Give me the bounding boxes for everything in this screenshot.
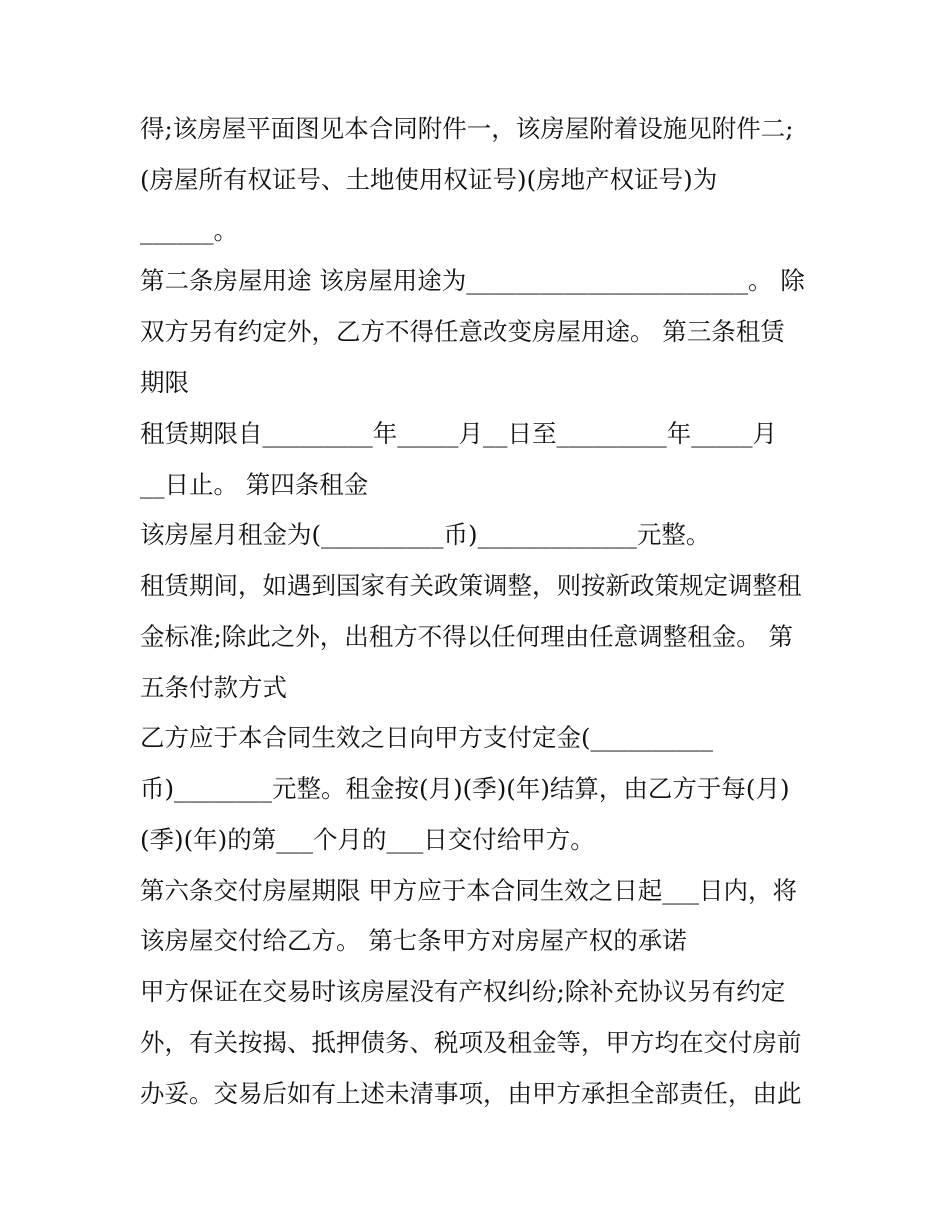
text-line-2: (房屋所有权证号、土地使用权证号)(房地产权证号)为 bbox=[140, 165, 718, 194]
text-line-7: 租赁期限自_________年_____月__日至_________年_____月 bbox=[140, 419, 777, 448]
text-line-10: 租赁期间，如遇到国家有关政策调整，则按新政策规定调整租 bbox=[140, 571, 802, 600]
text-line-6: 期限 bbox=[140, 368, 189, 397]
text-line-13: 乙方应于本合同生效之日向甲方支付定金(__________ bbox=[140, 723, 714, 752]
text-line-9: 该房屋月租金为(__________币)_____________元整。 bbox=[140, 520, 711, 549]
text-line-5: 双方另有约定外，乙方不得任意改变房屋用途。 第三条租赁 bbox=[140, 317, 785, 346]
text-line-19: 外，有关按揭、抵押债务、税项及租金等，甲方均在交付房前 bbox=[140, 1028, 802, 1057]
text-line-18: 甲方保证在交易时该房屋没有产权纠纷;除补充协议另有约定 bbox=[140, 977, 786, 1006]
text-line-14: 币)________元整。租金按(月)(季)(年)结算，由乙方于每(月) bbox=[140, 774, 790, 803]
text-line-3: ______。 bbox=[140, 216, 238, 245]
text-line-15: (季)(年)的第___个月的___日交付给甲方。 bbox=[140, 825, 595, 854]
text-line-11: 金标准;除此之外，出租方不得以任何理由任意调整租金。 第 bbox=[140, 622, 794, 651]
text-line-8: __日止。 第四条租金 bbox=[140, 470, 369, 499]
text-line-1: 得;该房屋平面图见本合同附件一，该房屋附着设施见附件二; bbox=[140, 114, 794, 143]
text-line-4: 第二条房屋用途 该房屋用途为_______________________。 除 bbox=[140, 266, 805, 295]
text-line-17: 该房屋交付给乙方。 第七条甲方对房屋产权的承诺 bbox=[140, 926, 687, 955]
text-line-12: 五条付款方式 bbox=[140, 673, 287, 702]
text-line-20: 办妥。交易后如有上述未清事项，由甲方承担全部责任，由此 bbox=[140, 1079, 802, 1108]
text-line-16: 第六条交付房屋期限 甲方应于本合同生效之日起___日内，将 bbox=[140, 876, 798, 905]
